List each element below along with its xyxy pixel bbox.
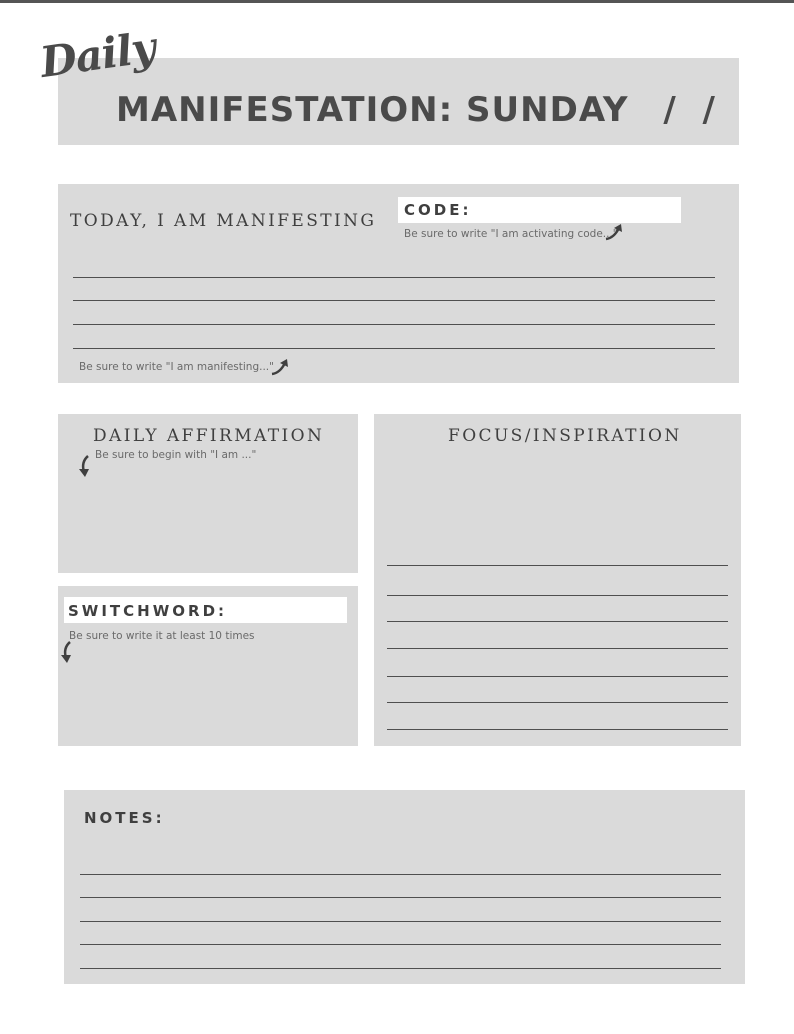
focus-line-3[interactable] <box>387 621 728 622</box>
manifesting-hint: Be sure to write "I am manifesting..." <box>79 361 274 373</box>
notes-line-1[interactable] <box>80 874 721 875</box>
focus-line-1[interactable] <box>387 565 728 566</box>
code-label: CODE: <box>404 201 472 219</box>
focus-line-4[interactable] <box>387 648 728 649</box>
date-slashes: / / <box>663 90 716 130</box>
notes-line-5[interactable] <box>80 968 721 969</box>
focus-line-5[interactable] <box>387 676 728 677</box>
focus-panel <box>374 414 741 746</box>
code-hint: Be sure to write "I am activating code..." <box>404 228 618 240</box>
daily-script-title: Daily <box>37 22 158 87</box>
notes-line-3[interactable] <box>80 921 721 922</box>
focus-line-6[interactable] <box>387 702 728 703</box>
curved-arrow-icon <box>604 222 626 242</box>
switchword-label: SWITCHWORD: <box>68 602 228 620</box>
curved-arrow-icon <box>270 357 292 377</box>
curved-arrow-icon <box>60 640 74 664</box>
switchword-hint: Be sure to write it at least 10 times <box>69 630 255 642</box>
page-title-text: MANIFESTATION: SUNDAY <box>116 90 629 130</box>
notes-label: NOTES: <box>84 809 165 827</box>
focus-line-2[interactable] <box>387 595 728 596</box>
affirmation-heading: DAILY AFFIRMATION <box>93 426 325 446</box>
focus-heading: FOCUS/INSPIRATION <box>448 426 682 446</box>
manifesting-line-3[interactable] <box>73 324 715 325</box>
manifesting-heading: TODAY, I AM MANIFESTING <box>70 211 377 231</box>
manifesting-line-1[interactable] <box>73 277 715 278</box>
manifesting-line-4[interactable] <box>73 348 715 349</box>
notes-line-4[interactable] <box>80 944 721 945</box>
affirmation-hint: Be sure to begin with "I am ..." <box>95 449 257 461</box>
top-border <box>0 0 794 3</box>
page-title <box>116 90 716 130</box>
notes-panel <box>64 790 745 984</box>
notes-line-2[interactable] <box>80 897 721 898</box>
manifesting-line-2[interactable] <box>73 300 715 301</box>
focus-line-7[interactable] <box>387 729 728 730</box>
curved-arrow-icon <box>78 454 92 478</box>
